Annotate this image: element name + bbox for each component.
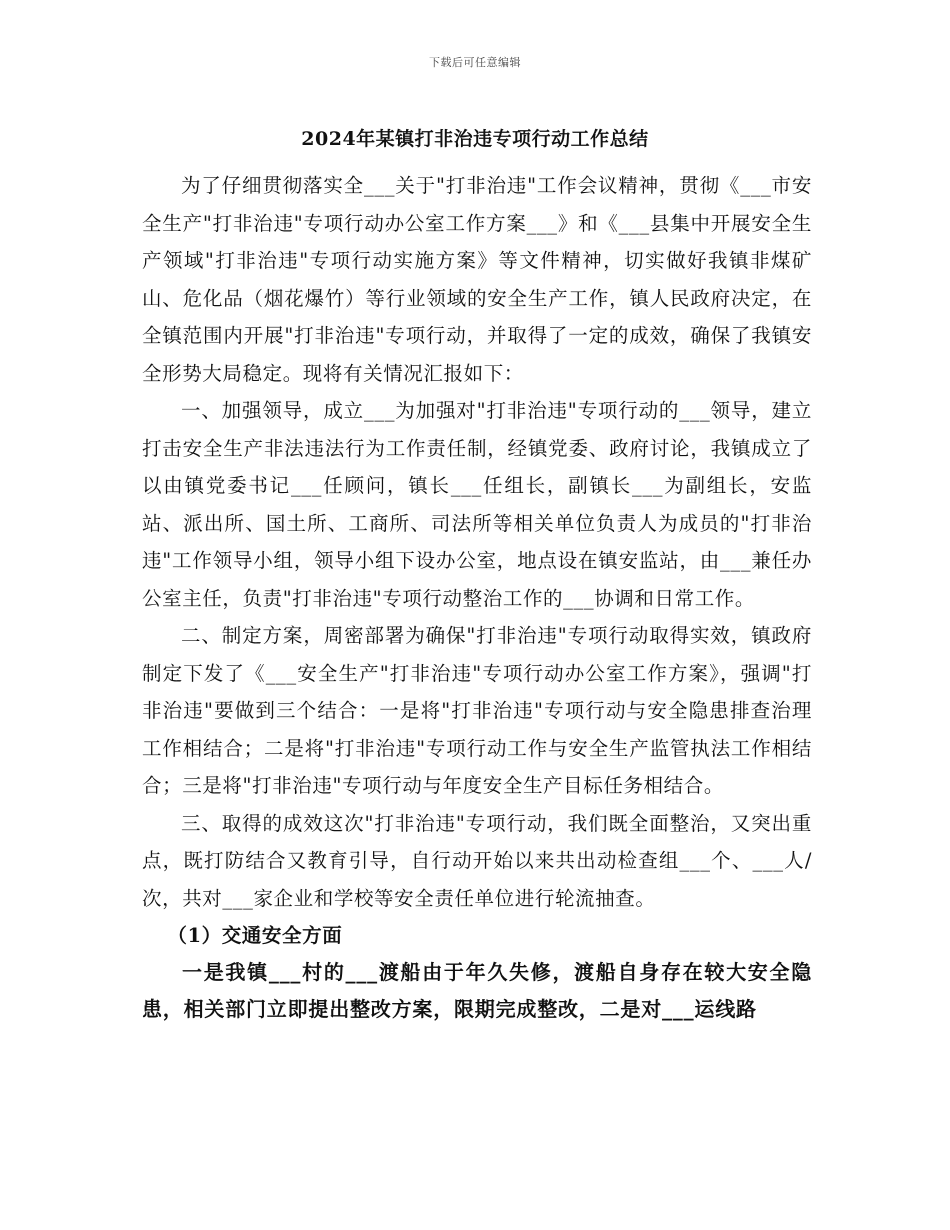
paragraph-traffic-bold: 一是我镇___村的___渡船由于年久失修，渡船自身存在较大安全隐患，相关部门立即提出整改方案，限期完成整改，二是对___运线路 (142, 960, 812, 1021)
document-title: 2024年某镇打非治违专项行动工作总结 (301, 128, 649, 150)
subheading-traffic-safety: （1）交通安全方面 (167, 924, 343, 947)
paragraph-intro: 为了仔细贯彻落实全___关于"打非治违"工作会议精神，贯彻《___市安全生产"打非治违"专项行动办公室工作方案___》和《___县集中开展安全生产领域"打非治违"专项行动实施方案》等文件精神，切实做好我镇非煤矿山、危化品（烟花爆竹）等行业领域的安全生产工作，镇人民政府决定，在全镇范围内开展"打非治违"专项行动，并取得了一定的成效，确保了我镇安全形势大局稳定。现将有关情况汇报如下： (142, 174, 812, 385)
paragraph-plan: 二、制定方案，周密部署为确保"打非治违"专项行动取得实效，镇政府制定下发了《___安全生产"打非治违"专项行动办公室工作方案》，强调"打非治违"要做到三个结合：一是将"打非治违"专项行动与安全隐患排查治理工作相结合；二是将"打非治违"专项行动工作与安全生产监管执法工作相结合；三是将"打非治违"专项行动与年度安全生产目标任务相结合。 (142, 624, 812, 797)
header-note: 下载后可任意编辑 (429, 56, 521, 69)
paragraph-results: 三、取得的成效这次"打非治违"专项行动，我们既全面整治，又突出重点，既打防结合又教育引导，自行动开始以来共出动检查组___个、___人/次，共对___家企业和学校等安全责任单位进行轮流抽查。 (142, 811, 812, 910)
document-body (142, 167, 812, 1028)
paragraph-leadership: 一、加强领导，成立___为加强对"打非治违"专项行动的___领导，建立打击安全生产非法违法行为工作责任制，经镇党委、政府讨论，我镇成立了以由镇党委书记___任顾问，镇长___任组长，副镇长___为副组长，安监站、派出所、国土所、工商所、司法所等相关单位负责人为成员的"打非治违"工作领导小组，领导小组下设办公室，地点设在镇安监站，由___兼任办公室主任，负责"打非治违"专项行动整治工作的___协调和日常工作。 (142, 399, 812, 610)
